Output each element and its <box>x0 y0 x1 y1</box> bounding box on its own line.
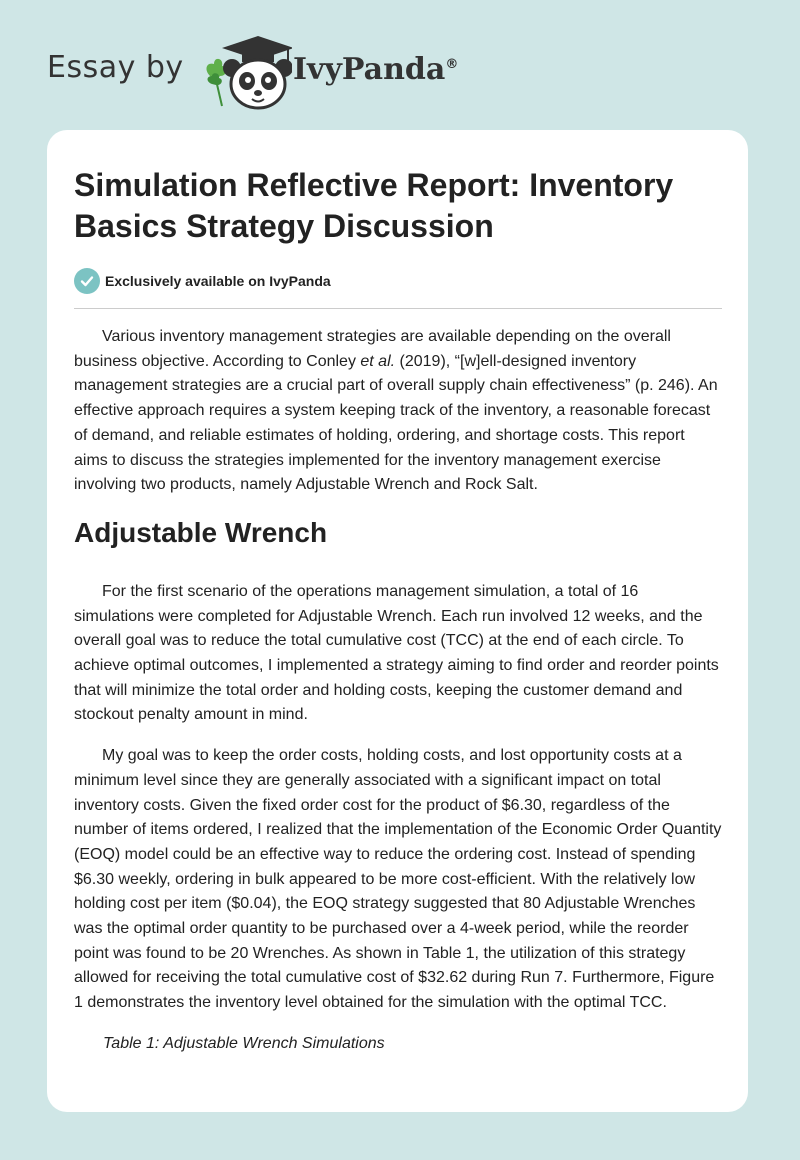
brand-name[interactable] <box>293 52 458 87</box>
table-caption: Table 1: Adjustable Wrench Simulations <box>103 1034 385 1052</box>
check-icon <box>74 268 100 294</box>
registered-mark: ® <box>445 57 459 72</box>
brand-name-text: IvyPanda <box>293 52 446 87</box>
body-paragraph-1: For the first scenario of the operations management simulation, a total of 16 simulations were completed for Adjustable Wrench. Each run involved 12 weeks, and the overall goal was to reduce the total cumulative cost (TCC) at the end of each circle. To achieve optimal outcomes, I implemented a strategy aiming to find order and reorder points that will minimize the total order and holding costs, keeping the customer demand and stockout penalty amount in mind. <box>74 582 719 724</box>
essay-by-label: Essay by <box>47 50 184 85</box>
intro-text-1: Various inventory management strategies are available depending on the overall business objective. According to Conley <box>74 328 671 370</box>
panda-graduate-logo-icon[interactable] <box>202 36 292 112</box>
check-icon-svg <box>80 274 94 288</box>
brand-header <box>47 30 507 110</box>
body-paragraph-2: My goal was to keep the order costs, holding costs, and lost opportunity costs at a minimum level since they are generally associated with a significant impact on total inventory costs. Given the fixed order cost for the product of $6.30, regardless of the number of items ordered, I realized that the implementation of the Economic Order Quantity (EOQ) model could be an effective way to reduce the ordering cost. Instead of spending $6.30 weekly, ordering in bulk appeared to be more cost-efficient. With the relatively low holding cost per item ($0.04), the EOQ strategy suggested that 80 Adjustable Wrenches was the optimal order quantity to be purchased over a 4-week period, while the reorder point was found to be 20 Wrenches. As shown in Table 1, the utilization of this strategy allowed for receiving the total cumulative cost of $32.62 during Run 7. Furthermore, Figure 1 demonstrates the inventory level obtained for the simulation with the optimal TCC. <box>74 747 722 1012</box>
essay-card <box>47 130 748 1112</box>
exclusive-badge <box>74 268 722 309</box>
intro-paragraph <box>74 325 722 498</box>
section-heading-adjustable-wrench: Adjustable Wrench <box>74 516 328 548</box>
intro-text-etal: et al. <box>360 352 396 370</box>
essay-title: Simulation Reflective Report: Inventory Basics Strategy Discussion <box>74 167 674 244</box>
panda-logo-svg <box>202 36 292 112</box>
exclusive-badge-text: Exclusively available on IvyPanda <box>105 273 331 289</box>
intro-text-2: (2019), “[w]ell-designed inventory management strategies are a crucial part of overall supply chain effectiveness” (p. 246). An effective approach requires a system keeping track of the inventory, a reasonable forecast of demand, and reliable estimates of holding, ordering, and shortage costs. This report aims to discuss the strategies implemented for the inventory management exercise involving two products, namely Adjustable Wrench and Rock Salt. <box>74 352 718 494</box>
